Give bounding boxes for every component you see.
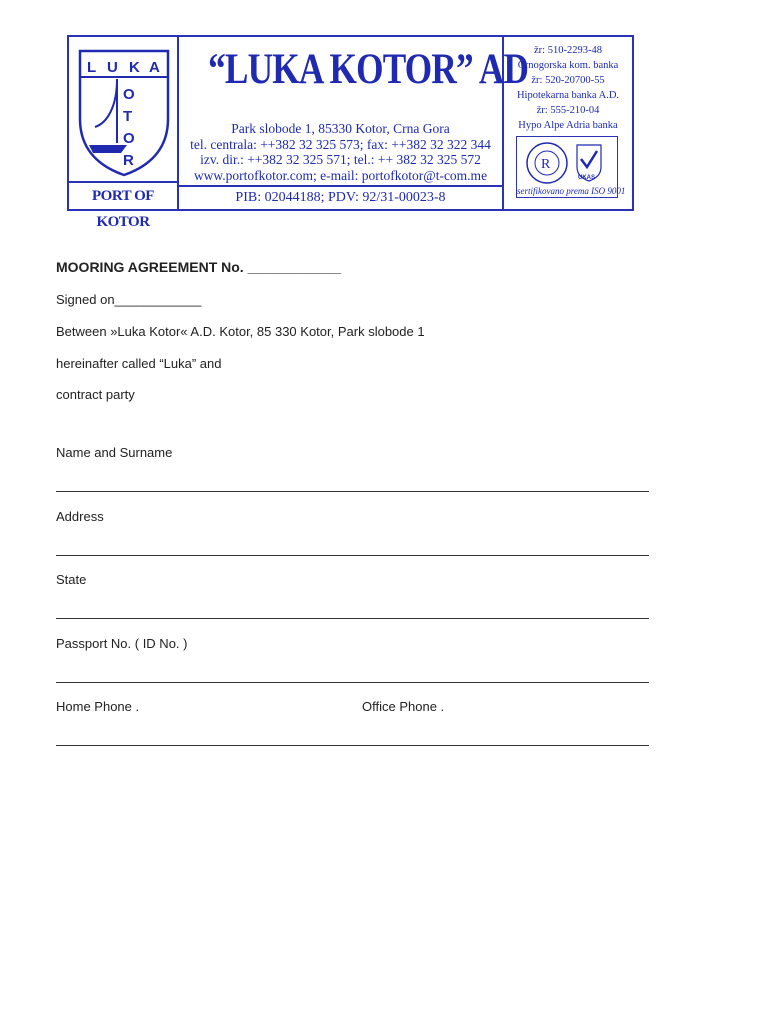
pib-pdv: PIB: 02044188; PDV: 92/31-00023-8 xyxy=(179,185,502,209)
signed-on-field: Signed on____________ xyxy=(56,292,202,307)
bank-line: žr: 555-210-04 xyxy=(536,105,600,116)
bank-line: Crnogorska kom. banka xyxy=(517,60,619,71)
address-line: izv. dir.: ++382 32 325 571; tel.: ++ 382 32 325 572 xyxy=(200,152,481,167)
company-address xyxy=(179,121,502,183)
bank-panel xyxy=(504,37,632,209)
state-label: State xyxy=(56,572,87,587)
logo-letter: T xyxy=(123,108,133,125)
bank-accounts xyxy=(504,43,632,133)
ukas-label: UKAS xyxy=(578,175,596,181)
office-phone-label: Office Phone . xyxy=(362,699,445,714)
passport-label: Passport No. ( ID No. ) xyxy=(56,636,188,651)
state-input-line[interactable] xyxy=(56,618,649,619)
bank-line: žr: 510-2293-48 xyxy=(534,45,602,56)
bank-line: žr: 520-20700-55 xyxy=(531,75,605,86)
home-phone-label: Home Phone . xyxy=(56,699,140,714)
address-label: Address xyxy=(56,509,104,524)
phone-input-line[interactable] xyxy=(56,745,649,746)
logo-letter: R xyxy=(123,152,134,169)
agreement-title: MOORING AGREEMENT No. ____________ xyxy=(56,259,342,275)
logo-letter: O xyxy=(123,86,135,103)
contract-party-line: contract party xyxy=(56,387,135,402)
company-name: “LUKA KOTOR” AD xyxy=(208,46,529,93)
bank-line: Hypo Alpe Adria banka xyxy=(518,120,618,131)
address-input-line[interactable] xyxy=(56,555,649,556)
letterhead xyxy=(67,35,634,230)
address-line: tel. centrala: ++382 32 325 573; fax: ++382 32 322 344 xyxy=(190,136,491,152)
hereinafter-line: hereinafter called “Luka” and xyxy=(56,356,222,371)
svg-text:R: R xyxy=(541,157,551,172)
address-line: www.portofkotor.com; e-mail: portofkotor@t-com.me xyxy=(193,167,488,183)
company-panel xyxy=(179,37,529,209)
logo-letter: O xyxy=(123,130,135,147)
port-of-kotor-label: PORT OF KOTOR xyxy=(69,181,177,209)
logo-letter: U xyxy=(107,59,118,76)
logo-letter: L xyxy=(87,59,97,76)
logo-panel xyxy=(69,37,179,230)
between-line: Between »Luka Kotor« A.D. Kotor, 85 330 Kotor, Park slobode 1 xyxy=(56,324,425,339)
iso-certification-text: sertifikovano prema ISO 9001 xyxy=(517,186,626,196)
passport-input-line[interactable] xyxy=(56,682,649,683)
logo-letter: A xyxy=(149,59,160,76)
luka-kotor-shield-logo xyxy=(77,47,171,179)
name-surname-label: Name and Surname xyxy=(56,445,173,460)
name-surname-input-line[interactable] xyxy=(56,491,649,492)
certification-seal-icon xyxy=(517,137,617,187)
certification-box xyxy=(516,136,626,198)
address-line: Park slobode 1, 85330 Kotor, Crna Gora xyxy=(231,121,450,136)
bank-line: Hipotekarna banka A.D. xyxy=(516,90,620,101)
logo-letter: K xyxy=(129,59,140,76)
